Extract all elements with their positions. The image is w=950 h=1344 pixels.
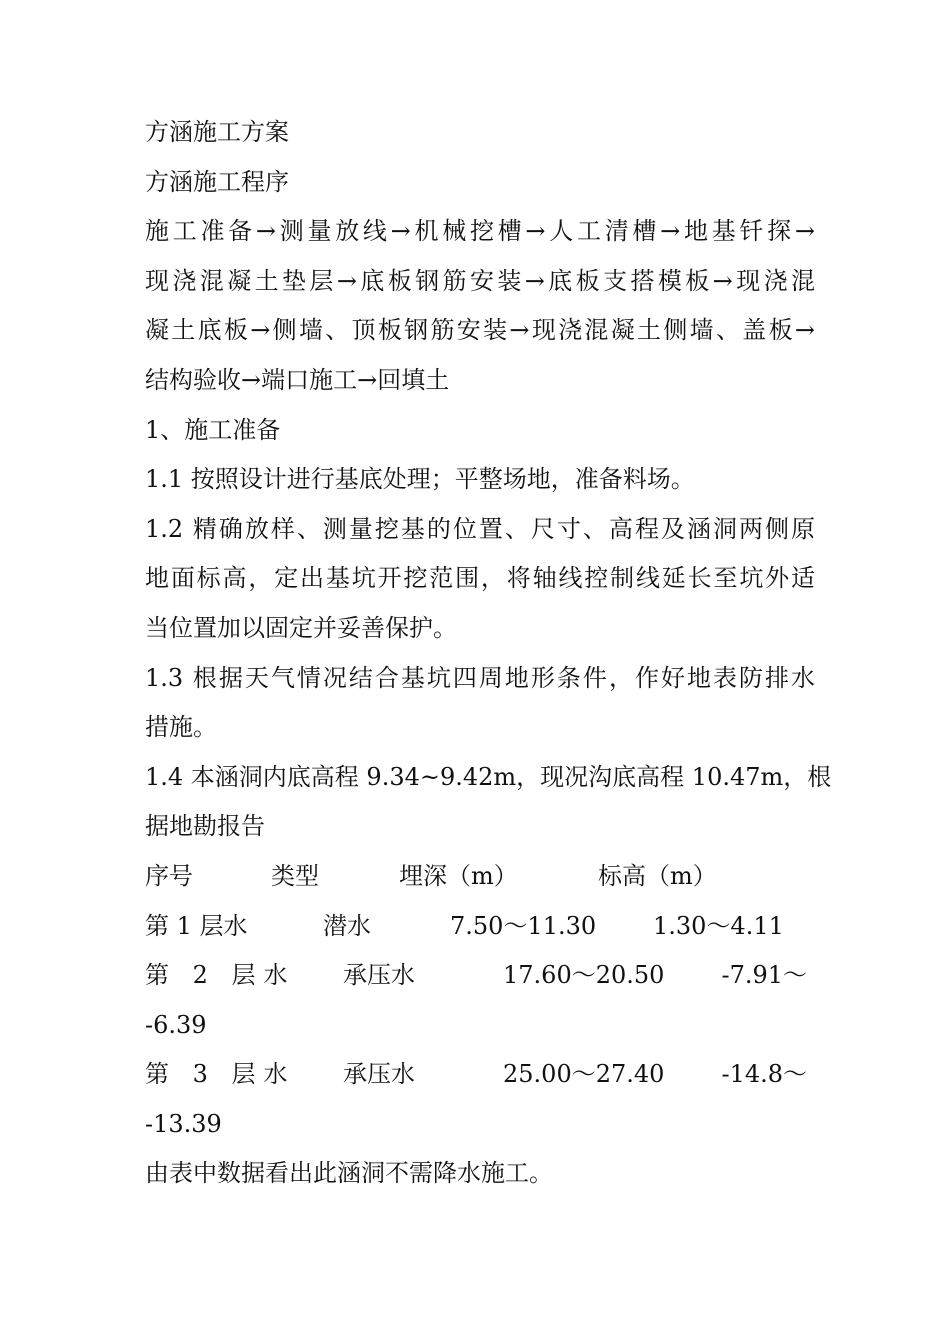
table-cell: 25.00～27.40 [503,1060,665,1089]
table-cell: 17.60～20.50 [503,961,665,990]
table-cell: 承压水 [343,961,415,990]
procedure-line: 凝土底板→侧墙、顶板钢筋安装→现浇混凝土侧墙、盖板→ [145,316,815,345]
table-header-cell: 标高（m） [598,861,717,890]
item-1-2-line: 当位置加以固定并妥善保护。 [145,613,457,642]
item-1-2-line: 地面标高，定出基坑开挖范围，将轴线控制线延长至坑外适 [145,564,815,593]
table-row [145,1050,815,1100]
procedure-line: 现浇混凝土垫层→底板钢筋安装→底板支搭模板→现浇混 [145,266,815,295]
item-1-3-line: 措施。 [145,713,217,742]
section-heading: 1、施工准备 [145,415,281,444]
procedure-line: 施工准备→测量放线→机械挖槽→人工清槽→地基钎探→ [145,217,815,246]
table-cell: 第 1 层水 [145,911,248,940]
table-cell: -14.8～ [721,1060,807,1089]
table-header-cell: 类型 [271,861,319,890]
table-header-row [145,852,815,902]
table-cell: 7.50～11.30 [450,911,597,940]
item-1-3-line: 1.3 根据天气情况结合基坑四周地形条件，作好地表防排水 [145,663,815,692]
item-1-2-line: 1.2 精确放样、测量挖基的位置、尺寸、高程及涵洞两侧原 [145,514,815,543]
table-row [145,951,815,1001]
table-cell-wrap: -6.39 [145,1010,207,1039]
procedure-heading: 方涵施工程序 [145,167,289,196]
table-cell: -7.91～ [721,961,807,990]
table-cell: 第 2 层水 [145,961,296,990]
table-cell-wrap: -13.39 [145,1109,222,1138]
table-cell: 承压水 [343,1060,415,1089]
table-header-cell: 埋深（m） [399,861,518,890]
item-1-1: 1.1 按照设计进行基底处理；平整场地，准备料场。 [145,465,695,494]
procedure-line: 结构验收→端口施工→回填土 [145,365,450,394]
document-title: 方涵施工方案 [145,118,289,146]
item-1-4-line: 1.4 本涵洞内底高程 9.34~9.42m，现况沟底高程 10.47m，根 [145,762,832,791]
table-cell: 潜水 [323,911,371,940]
table-cell: 1.30～4.11 [653,911,784,940]
table-header-cell: 序号 [145,861,193,890]
table-cell: 第 3 层水 [145,1060,296,1089]
document-body [145,108,832,1199]
conclusion: 由表中数据看出此涵洞不需降水施工。 [145,1159,553,1188]
table-row [145,902,815,952]
item-1-4-line: 据地勘报告 [145,812,265,841]
